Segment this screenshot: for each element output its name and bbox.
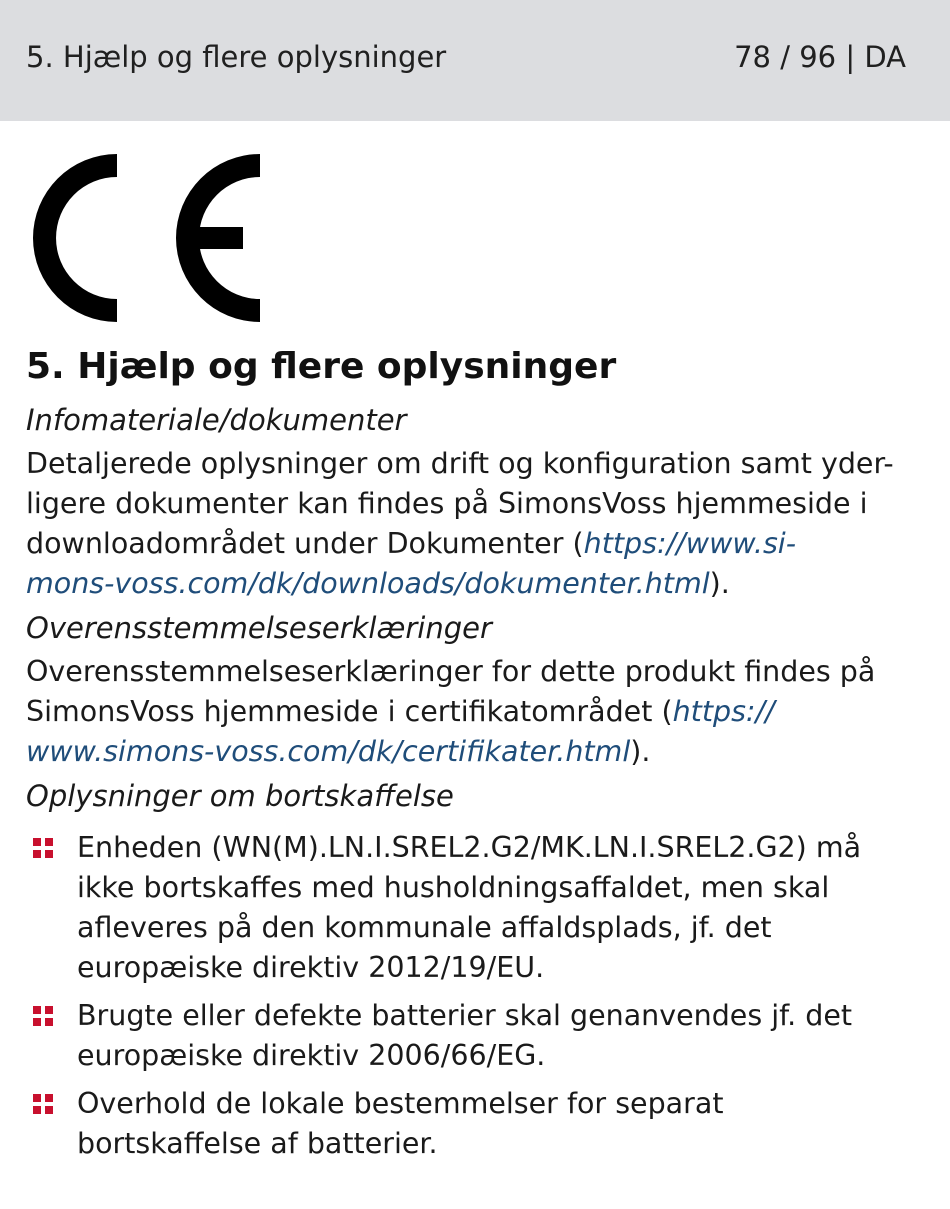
- certificates-link-part-1[interactable]: https://: [672, 695, 775, 728]
- list-item: [26, 996, 926, 1076]
- info-line-3: [26, 524, 926, 564]
- bullet-icon: [33, 838, 53, 858]
- disposal-list: [26, 828, 926, 1164]
- list-item-line: afleveres på den kommunale affaldsplads, jf. det: [77, 911, 772, 944]
- info-suffix: ).: [709, 567, 730, 600]
- info-line-1: Detaljerede oplysninger om drift og konfiguration samt yder-: [26, 447, 894, 480]
- list-item-text: [77, 1084, 926, 1164]
- info-line-3-text: downloadområdet under Dokumenter (: [26, 527, 584, 560]
- conformity-line-3: [26, 732, 926, 772]
- info-subheading: Infomateriale/dokumenter: [26, 403, 407, 437]
- page-header: [0, 0, 950, 121]
- conformity-suffix: ).: [630, 735, 651, 768]
- list-item-line: europæiske direktiv 2012/19/EU.: [77, 951, 545, 984]
- section-heading: 5. Hjælp og flere oplysninger: [26, 346, 617, 387]
- conformity-line-2: [26, 692, 926, 732]
- list-item-line: europæiske direktiv 2006/66/EG.: [77, 1039, 546, 1072]
- list-item: [26, 1084, 926, 1164]
- info-paragraph: [26, 444, 926, 604]
- info-line-4: [26, 564, 926, 604]
- list-item-line: Brugte eller defekte batterier skal genanvendes jf. det: [77, 999, 853, 1032]
- conformity-subheading: Overensstemmelseserklæringer: [26, 611, 492, 645]
- bullet-icon: [33, 1094, 53, 1114]
- ce-mark-icon: [26, 154, 260, 322]
- list-item-text: [77, 828, 926, 988]
- info-line-2: ligere dokumenter kan findes på SimonsVoss hjemmeside i: [26, 487, 868, 520]
- main-content: [26, 400, 926, 1172]
- downloads-link-part-2[interactable]: mons-voss.com/dk/downloads/dokumenter.html: [26, 567, 710, 600]
- list-item-line: Overhold de lokale bestemmelser for separat: [77, 1087, 724, 1120]
- conformity-line-1: Overensstemmelseserklæringer for dette produkt findes på: [26, 655, 876, 688]
- list-item-line: bortskaffelse af batterier.: [77, 1127, 438, 1160]
- conformity-paragraph: [26, 652, 926, 772]
- list-item-line: ikke bortskaffes med husholdningsaffaldet, men skal: [77, 871, 830, 904]
- page-indicator: 78 / 96 | DA: [734, 40, 906, 74]
- list-item-line: Enheden (WN(M).LN.I.SREL2.G2/MK.LN.I.SREL2.G2) må: [77, 831, 862, 864]
- bullet-icon: [33, 1006, 53, 1026]
- list-item-text: [77, 996, 926, 1076]
- header-section-title: 5. Hjælp og flere oplysninger: [26, 40, 447, 74]
- conformity-line-2-text: SimonsVoss hjemmeside i certifikatområdet (: [26, 695, 673, 728]
- certificates-link-part-2[interactable]: www.simons-voss.com/dk/certifikater.html: [26, 735, 631, 768]
- disposal-subheading: Oplysninger om bortskaffelse: [26, 779, 454, 813]
- list-item: [26, 828, 926, 988]
- downloads-link-part-1[interactable]: https://www.si-: [583, 527, 796, 560]
